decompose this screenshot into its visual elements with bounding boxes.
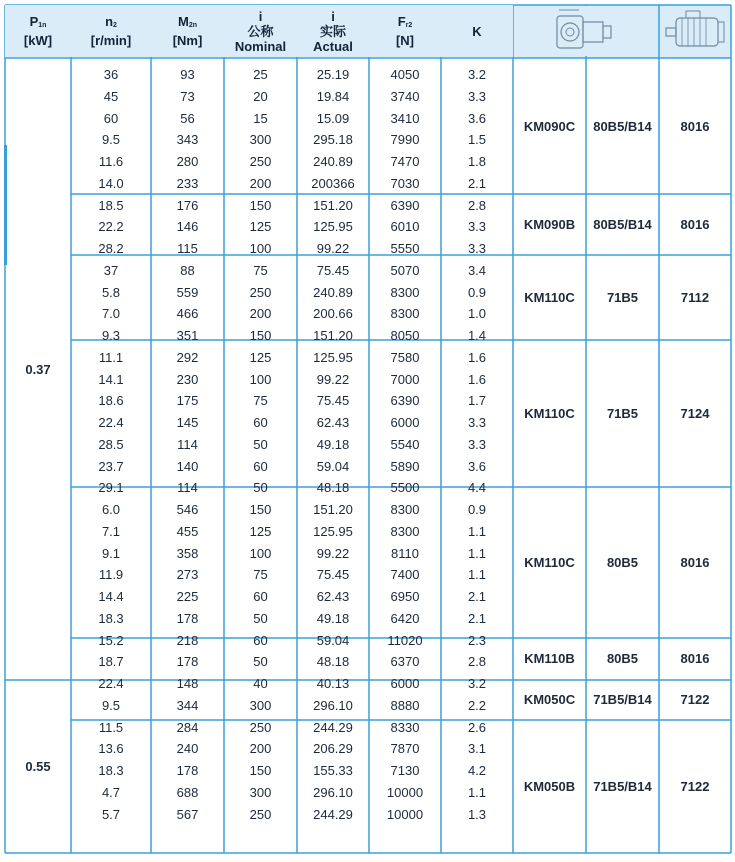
table-cell: 3.3 [467,88,487,104]
group-motor-label: 71B5 [606,405,639,421]
table-cell: 18.3 [98,763,124,778]
header-i-actual-symbol [331,9,335,24]
table-cell: 6390 [390,393,420,409]
header-p1n-symbol-text: P [29,14,39,29]
table-cell: 176 [176,197,199,213]
table-cell: 6390 [390,197,420,213]
group-code-label: 8016 [680,216,710,232]
table-cell: 240.89 [313,154,353,169]
motor-icon [660,6,730,56]
group-model-label: KM090C [523,118,576,134]
table-cell: 62.43 [316,415,350,430]
table-cell: 6.0 [101,502,121,517]
table-cell: 60 [253,589,268,604]
table-cell: 150 [249,763,272,778]
table-cell: 240.89 [313,284,353,300]
table-cell: 8300 [390,284,420,300]
table-cell: 99.22 [316,545,350,561]
table-cell: 5.7 [101,806,121,822]
gearbox-icon [549,6,619,56]
table-cell: 36 [103,67,119,82]
table-cell: 178 [176,610,199,626]
header-n2 [71,5,151,57]
table-cell: 1.5 [467,132,487,148]
table-cell: 22.4 [98,676,124,691]
table-cell: 5890 [390,458,420,474]
table-cell: 7990 [390,132,420,148]
group-model-label: KM110C [524,289,575,305]
table-cell: 2.2 [467,697,487,713]
table-cell: 3.6 [467,110,487,126]
table-cell: 1.1 [467,567,487,583]
table-cell: 151.20 [313,328,353,343]
table-cell: 4.7 [101,784,121,800]
table-cell: 7470 [390,154,420,169]
table-cell: 6010 [390,219,420,235]
table-cell: 49.18 [316,436,350,452]
table-cell: 273 [176,567,199,583]
table-cell: 3.2 [467,67,487,82]
table-cell: 2.1 [467,610,487,626]
table-cell: 6000 [390,415,420,430]
header-i-nominal-symbol [259,9,263,24]
table-cell: 60 [103,110,119,126]
group-code-label: 7124 [680,405,710,421]
table-cell: 5500 [390,480,420,496]
table-cell: 125 [249,219,272,235]
group-model-label: KM050B [523,778,576,794]
table-cell: 233 [176,175,199,191]
table-cell: 1.1 [467,523,487,539]
group-code-label: 7122 [680,692,710,707]
table-cell: 2.3 [467,632,487,648]
table-cell: 10000 [386,784,424,800]
table-cell: 56 [180,110,195,126]
table-cell: 300 [249,697,272,713]
table-cell: 0.9 [467,502,487,517]
group-motor-label: 71B5/B14 [593,692,652,707]
table-cell: 455 [176,523,199,539]
header-p1n [5,5,71,57]
group-motor-label: 80B5 [606,651,639,666]
header-n2-subscript: 2 [113,22,117,29]
table-cell: 40.13 [316,676,350,691]
table-cell: 9.5 [101,132,121,148]
table-cell: 6420 [390,610,420,626]
header-m2n-unit: [Nm] [172,33,203,48]
table-cell: 114 [177,480,198,496]
table-cell: 75 [253,393,268,409]
table-cell: 28.2 [98,241,124,256]
table-cell: 3.4 [467,262,487,278]
table-cell: 29.1 [98,480,124,496]
table-cell: 59.04 [316,458,350,474]
table-cell: 22.2 [98,219,124,235]
table-cell: 75.45 [316,393,350,409]
table-cell: 2.1 [467,175,487,191]
table-cell: 50 [253,436,268,452]
table-cell: 99.22 [316,371,350,387]
table-cell: 200 [249,306,272,322]
table-cell: 100 [249,371,272,387]
table-cell: 73 [180,88,195,104]
table-cell: 18.5 [98,197,124,213]
table-cell: 125.95 [313,349,353,365]
table-cell: 3.3 [467,415,487,430]
table-cell: 11.1 [98,349,124,365]
table-cell: 15.09 [316,110,350,126]
table-cell: 93 [180,67,195,82]
table-cell: 50 [253,654,268,670]
header-i-nominal [224,5,297,57]
table-cell: 88 [180,262,195,278]
table-cell: 146 [176,219,199,235]
header-k [441,5,513,57]
table-cell: 8050 [390,328,420,343]
table-cell: 296.10 [313,784,353,800]
header-p1n-unit: [kW] [23,33,53,48]
table-cell: 358 [176,545,199,561]
table-cell: 62.43 [316,589,350,604]
table-cell: 23.7 [98,458,124,474]
table-cell: 1.6 [467,371,487,387]
table-cell: 28.5 [98,436,124,452]
table-cell: 1.3 [467,806,487,822]
table-cell: 1.4 [467,328,487,343]
table-cell: 145 [176,415,199,430]
table-cell: 100 [249,545,272,561]
header-k-symbol-text: K [472,23,482,39]
table-cell: 200 [249,175,272,191]
table-cell: 3.1 [467,741,487,757]
table-cell: 115 [177,241,198,256]
table-cell: 18.7 [98,654,124,670]
table-cell: 49.18 [316,610,350,626]
edge-accent [4,145,7,265]
table-cell: 5550 [390,241,420,256]
table-cell: 125.95 [313,523,353,539]
table-cell: 11.5 [98,719,124,735]
table-cell: 230 [176,371,199,387]
table-cell: 344 [176,697,199,713]
group-code-label: 7122 [680,778,710,794]
header-n2-symbol-text: n [105,14,114,29]
header-m2n-symbol [178,14,197,33]
header-p1n-subscript: 1n [38,22,47,29]
table-cell: 151.20 [313,197,353,213]
header-i-nominal-symbol-text: i [258,8,263,24]
table-cell: 4.4 [467,480,487,496]
group-motor-label: 71B5/B14 [593,778,652,794]
header-n2-unit: [r/min] [90,33,132,48]
table-cell: 10000 [386,806,424,822]
table-cell: 7.1 [101,523,121,539]
table-cell: 9.1 [101,545,121,561]
group-model-label: KM090B [523,216,576,232]
table-cell: 9.3 [101,328,121,343]
table-cell: 15.2 [98,632,124,648]
table-cell: 2.1 [467,589,487,604]
table-cell: 22.4 [98,415,124,430]
table-cell: 45 [103,88,119,104]
table-cell: 250 [249,154,272,169]
table-cell: 4.2 [467,763,487,778]
table-cell: 60 [253,632,268,648]
table-cell: 11.9 [98,567,124,583]
table-cell: 7030 [390,175,420,191]
header-fr2-unit: [N] [395,33,415,48]
table-cell: 8880 [390,697,420,713]
table-cell: 18.3 [98,610,124,626]
table-cell: 1.1 [467,545,487,561]
table-cell: 218 [176,632,199,648]
table-cell: 18.6 [98,393,124,409]
table-cell: 567 [176,806,199,822]
table-cell: 178 [176,763,199,778]
table-cell: 14.4 [98,589,124,604]
table-cell: 244.29 [313,806,353,822]
table-cell: 140 [176,458,199,474]
table-cell: 9.5 [101,697,121,713]
group-motor-label: 80B5/B14 [593,118,652,134]
table-cell: 40 [253,676,268,691]
table-cell: 148 [176,676,199,691]
table-cell: 48.18 [316,654,350,670]
table-cell: 250 [249,284,272,300]
table-cell: 5.8 [101,284,121,300]
table-cell: 2.8 [467,197,487,213]
table-cell: 125 [249,523,272,539]
table-cell: 150 [249,502,272,517]
table-cell: 14.1 [98,371,124,387]
table-cell: 59.04 [316,632,350,648]
table-cell: 200.66 [313,306,353,322]
table-cell: 1.1 [467,784,487,800]
header-m2n [151,5,224,57]
table-cell: 6950 [390,589,420,604]
power-label: 0.55 [25,758,51,774]
table-cell: 60 [253,458,268,474]
header-i-actual-zh: 实际 [319,23,346,39]
table-cell: 4050 [390,67,420,82]
table-cell: 155.33 [313,763,353,778]
table-cell: 280 [176,154,199,169]
table-cell: 3740 [390,88,420,104]
table-cell: 225 [176,589,199,604]
table-cell: 546 [176,502,199,517]
table-cell: 125 [249,349,272,365]
table-cell: 75.45 [316,262,350,278]
table-cell: 292 [176,349,199,365]
table-cell: 466 [176,306,199,322]
table-cell: 1.0 [467,306,487,322]
table-cell: 8300 [390,306,420,322]
header-m2n-symbol-text: M [177,14,189,29]
table-cell: 50 [253,480,268,496]
table-cell: 7580 [390,349,420,365]
power-label: 0.37 [25,361,51,377]
group-code-label: 8016 [680,554,710,570]
group-code-label: 8016 [680,651,710,666]
table-cell: 206.29 [313,741,353,757]
table-cell: 351 [176,328,199,343]
header-i-actual [297,5,369,57]
table-cell: 284 [176,719,199,735]
group-model-label: KM110C [524,405,575,421]
table-cell: 75 [253,262,268,278]
header-i-nominal-en: Nominal [234,38,287,54]
table-cell: 1.8 [467,154,487,169]
table-cell: 3.6 [467,458,487,474]
header-i-actual-en: Actual [313,38,353,54]
table-cell: 240 [176,741,199,757]
table-cell: 178 [176,654,199,670]
table-cell: 50 [253,610,268,626]
table-cell: 250 [249,806,272,822]
header-i-actual-symbol-text: i [331,8,335,24]
table-cell: 7870 [390,741,420,757]
table-cell: 75.45 [316,567,350,583]
header-n2-symbol [105,14,117,33]
table-cell: 60 [253,415,268,430]
table-cell: 99.22 [316,241,350,256]
table-cell: 75 [253,567,268,583]
table-cell: 150 [249,197,272,213]
table-cell: 11.6 [98,154,124,169]
table-cell: 296.10 [313,697,353,713]
table-cell: 7000 [390,371,420,387]
table-cell: 14.0 [98,175,124,191]
table-cell: 300 [249,784,272,800]
header-p1n-symbol [30,14,47,33]
group-code-label: 8016 [680,118,710,134]
table-cell: 250 [249,719,272,735]
header-fr2-subscript: r2 [405,22,413,29]
table-cell: 15 [253,110,268,126]
table-cell: 7400 [390,567,420,583]
table-cell: 295.18 [313,132,353,148]
group-motor-label: 80B5 [606,554,639,570]
table-cell: 37 [103,262,119,278]
table-cell: 8330 [390,719,420,735]
table-cell: 19.84 [316,88,350,104]
table-cell: 8110 [391,545,419,561]
table-cell: 1.7 [467,393,487,409]
header-fr2-symbol-text: F [397,14,406,29]
table-cell: 1.6 [467,349,487,365]
table-cell: 688 [176,784,199,800]
table-cell: 114 [177,436,198,452]
table-cell: 150 [249,328,272,343]
header-fr2 [369,5,441,57]
group-model-label: KM110B [524,651,575,666]
table-cell: 151.20 [313,502,353,517]
table-cell: 25.19 [316,67,350,82]
table-cell: 100 [249,241,272,256]
table-cell: 559 [176,284,199,300]
table-cell: 3410 [390,110,420,126]
group-code-label: 7112 [680,289,710,305]
table-cell: 343 [176,132,199,148]
header-m2n-subscript: 2n [188,22,197,29]
header-k-symbol [472,24,481,39]
table-cell: 300 [249,132,272,148]
table-cell: 25 [253,67,268,82]
table-cell: 13.6 [98,741,124,757]
table-cell: 7130 [390,763,420,778]
table-cell: 2.8 [467,654,487,670]
table-cell: 3.2 [467,676,487,691]
group-model-label: KM110C [524,554,575,570]
table-cell: 20 [253,88,268,104]
table-cell: 8300 [390,502,420,517]
table-cell: 200 [249,741,272,757]
table-cell: 2.6 [467,719,487,735]
header-i-nominal-zh: 公称 [247,23,274,39]
table-cell: 0.9 [467,284,487,300]
table-cell: 8300 [390,523,420,539]
group-motor-label: 80B5/B14 [593,216,652,232]
table-cell: 7.0 [101,306,121,322]
table-cell: 6000 [390,676,420,691]
table-cell: 125.95 [313,219,353,235]
table-cell: 3.3 [467,219,487,235]
table-cell: 5540 [390,436,420,452]
table-cell: 244.29 [313,719,353,735]
table-cell: 48.18 [316,480,350,496]
table-cell: 5070 [390,262,420,278]
header-fr2-symbol [398,14,413,33]
table-cell: 11020 [387,632,423,648]
group-motor-label: 71B5 [606,289,639,305]
table-cell: 175 [176,393,199,409]
table-cell: 3.3 [467,241,487,256]
group-model-label: KM050C [523,692,576,707]
table-cell: 3.3 [467,436,487,452]
table-cell: 6370 [390,654,420,670]
table-cell: 200366 [311,175,355,191]
